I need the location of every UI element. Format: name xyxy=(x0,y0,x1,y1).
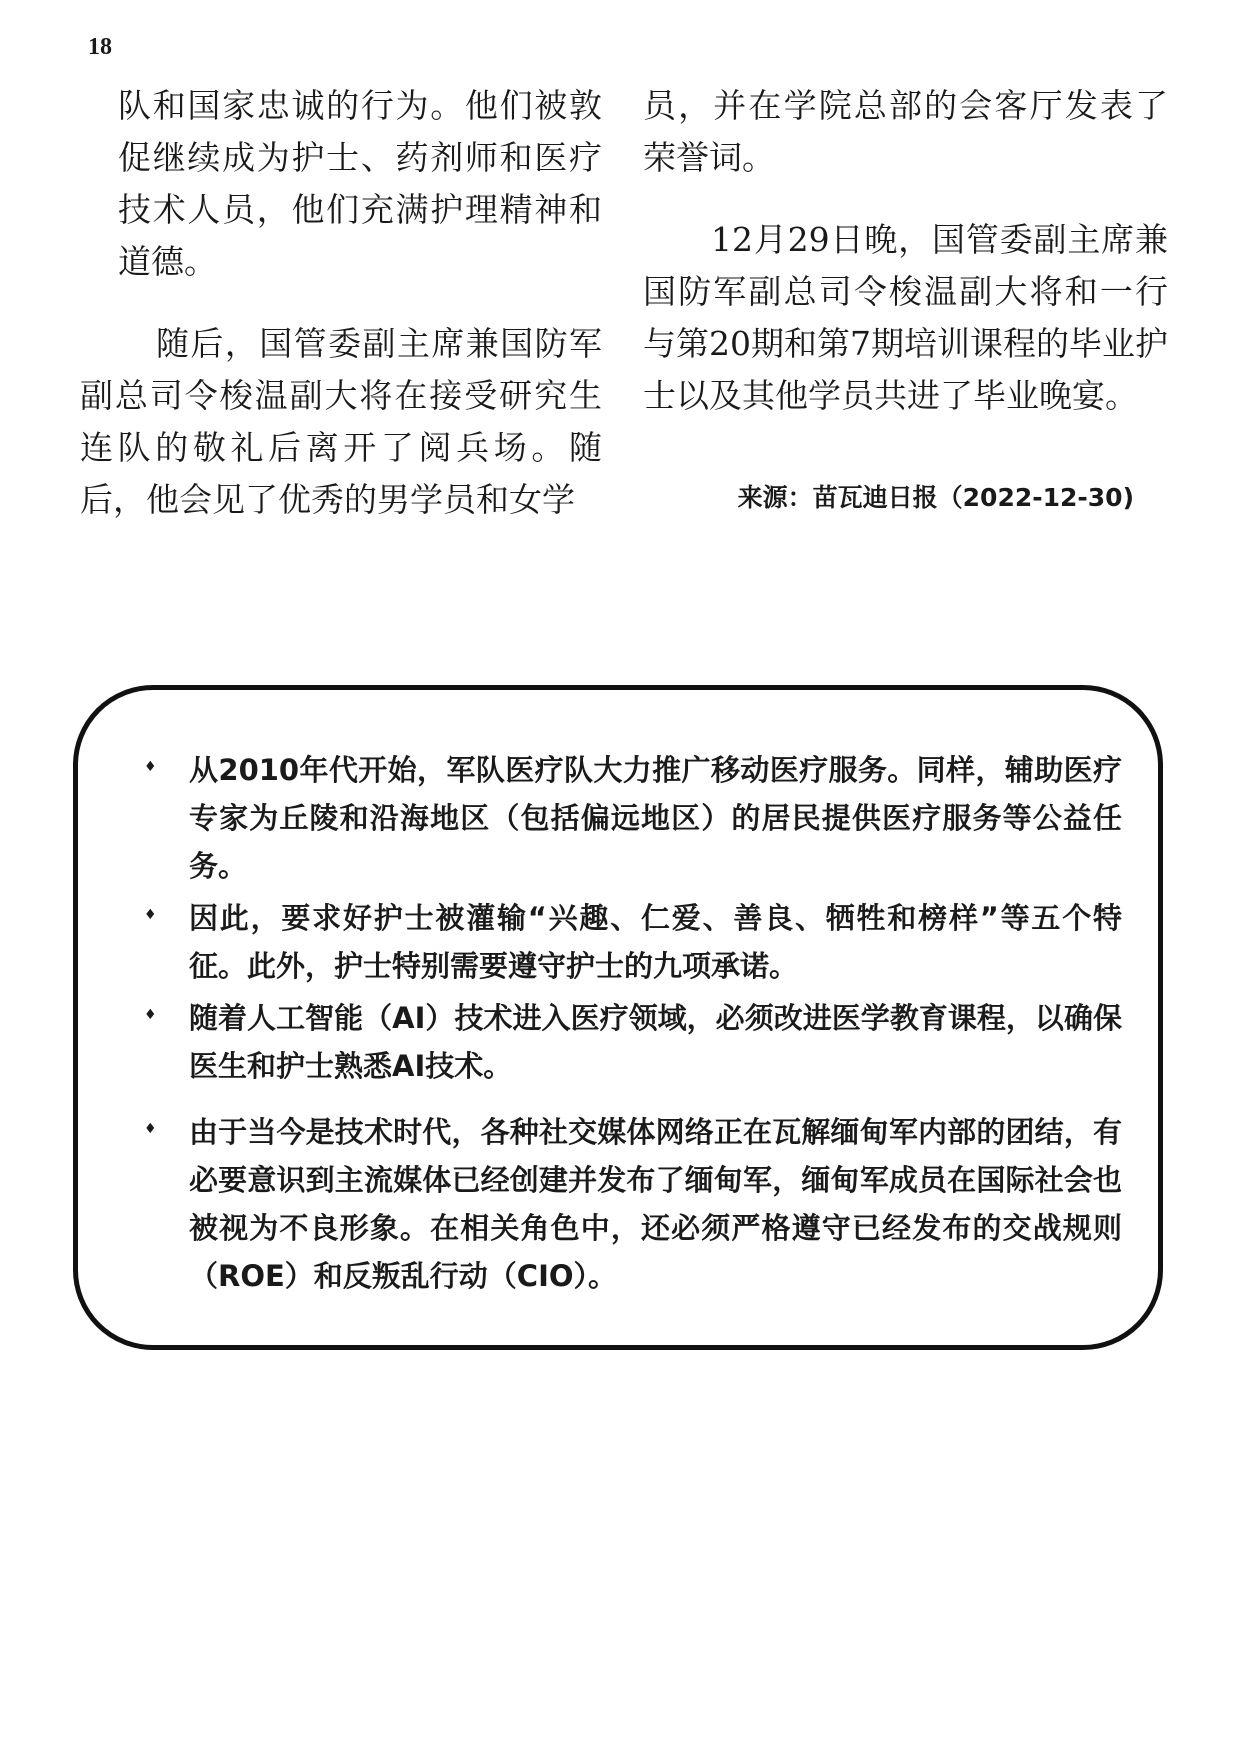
right-paragraph-1: 员，并在学院总部的会客厅发表了荣誉词。 xyxy=(643,86,1168,177)
list-item xyxy=(116,894,1122,990)
diamond-icon: ♦ xyxy=(144,1121,157,1137)
right-column xyxy=(643,80,1168,524)
right-paragraph-2: 12月29日晚，国管委副主席兼国防军副总司令梭温副大将和一行与第20期和第7期培训课程的毕业护士以及其他学员共进了毕业晚宴。 xyxy=(643,220,1168,415)
diamond-icon: ♦ xyxy=(144,1007,157,1023)
summary-list xyxy=(116,746,1122,1300)
left-paragraph-2: 随后，国管委副主席兼国防军副总司令梭温副大将在接受研究生连队的敬礼后离开了阅兵场。随后，他会见了优秀的男学员和女学 xyxy=(80,324,602,519)
list-item xyxy=(116,746,1122,890)
list-item-text: 因此，要求好护士被灌输“兴趣、仁爱、善良、牺牲和榜样”等五个特征。此外，护士特别需要遵守护士的九项承诺。 xyxy=(189,901,1122,983)
diamond-icon: ♦ xyxy=(144,907,157,923)
list-item-text: 随着人工智能（AI）技术进入医疗领域，必须改进医学教育课程，以确保医生和护士熟悉AI技术。 xyxy=(189,1001,1122,1083)
list-item xyxy=(116,1108,1122,1300)
diamond-icon: ♦ xyxy=(144,759,157,775)
page-number: 18 xyxy=(88,34,112,60)
list-item xyxy=(116,994,1122,1090)
left-column xyxy=(80,80,602,526)
source-citation: 来源：苗瓦迪日报（2022-12-30) xyxy=(737,483,1134,512)
list-item-text: 由于当今是技术时代，各种社交媒体网络正在瓦解缅甸军内部的团结，有必要意识到主流媒体已经创建并发布了缅甸军，缅甸军成员在国际社会也被视为不良形象。在相关角色中，还必须严格遵守已经发布的交战规则（ROE）和反叛乱行动（CIO）。 xyxy=(189,1115,1122,1293)
left-paragraph-1: 队和国家忠诚的行为。他们被敦促继续成为护士、药剂师和医疗技术人员，他们充满护理精神和道德。 xyxy=(118,86,602,281)
list-item-text: 从2010年代开始，军队医疗队大力推广移动医疗服务。同样，辅助医疗专家为丘陵和沿海地区（包括偏远地区）的居民提供医疗服务等公益任务。 xyxy=(189,753,1122,883)
summary-box xyxy=(73,685,1163,1350)
